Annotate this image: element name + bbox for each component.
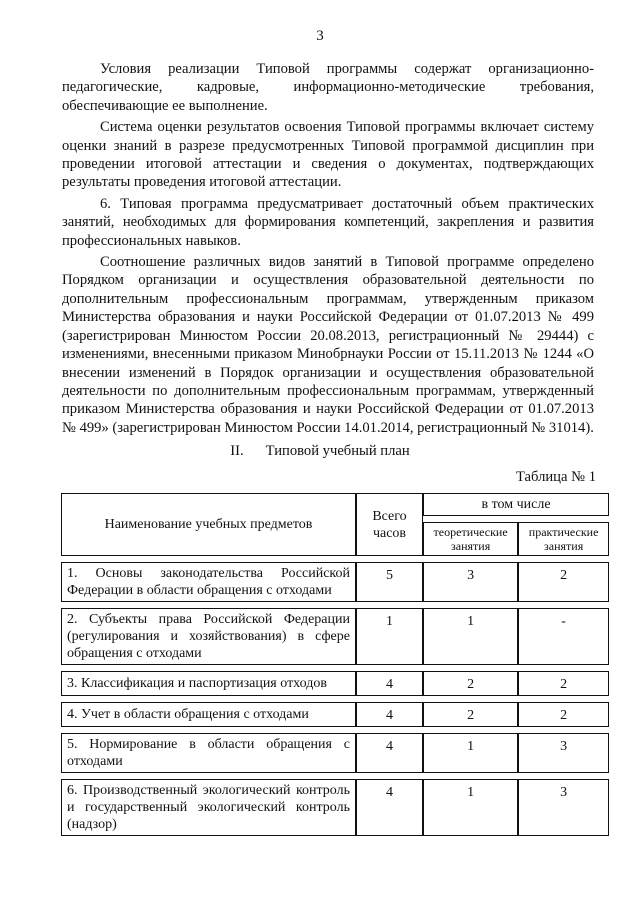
practice-hours: 2 (518, 562, 609, 602)
total-hours: 4 (356, 702, 423, 727)
table-header-row (61, 493, 609, 516)
practice-hours: 2 (518, 702, 609, 727)
table-row (61, 779, 609, 836)
subject-name: 4. Учет в области обращения с отходами (61, 702, 356, 727)
paragraph: Соотношение различных видов занятий в Типовой программе определено Порядком организации и осуществления образовательной деятельности по дополнительным профессиональным программам, утвержденным приказом Министерства образования и науки Российской Федерации от 01.07.2013 № 499 (зарегистрирован Минюстом России 20.08.2013, регистрационный № 29444) с изменениями, внесенными приказом Минобрнауки России от 15.11.2013 № 1244 «О внесении изменений в Порядок организации и осуществления образовательной деятельности по дополнительным профессиональным программам, утвержденный приказом Министерства образования и науки Российской Федерации от 01.07.2013 № 499» (зарегистрирован Минюстом России 14.01.2014, регистрационный № 31014). (62, 254, 594, 436)
total-hours: 5 (356, 562, 423, 602)
total-hours: 4 (356, 779, 423, 836)
practice-hours: 2 (518, 671, 609, 696)
table-caption: Таблица № 1 (516, 469, 596, 485)
header-theory: теоретические занятия (423, 522, 518, 556)
total-hours: 4 (356, 671, 423, 696)
header-group: в том числе (423, 493, 609, 516)
subject-name: 1. Основы законодательства Российской Федерации в области обращения с отходами (61, 562, 356, 602)
header-total: Всего часов (356, 493, 423, 556)
section-title: Типовой учебный план (265, 443, 410, 459)
table-row (61, 608, 609, 665)
table-row (61, 733, 609, 773)
paragraph: 6. Типовая программа предусматривает достаточный объем практических занятий, необходимых для формирования компетенций, закрепления и развития профессиональных навыков. (62, 195, 594, 249)
paragraph: Условия реализации Типовой программы содержат организационно-педагогические, кадровые, информационно-методические требования, обеспечивающие ее выполнение. (62, 61, 594, 114)
paragraph: Система оценки результатов освоения Типовой программы включает систему оценки знаний в разрезе предусмотренных Типовой программой дисциплин при проведении итоговой аттестации и сведения о документах, подтверждающих результаты проведения итоговой аттестации. (62, 119, 594, 191)
subject-name: 3. Классификация и паспортизация отходов (61, 671, 356, 696)
curriculum-table (61, 487, 609, 842)
total-hours: 4 (356, 733, 423, 773)
subject-name: 2. Субъекты права Российской Федерации (регулирования и хозяйствования) в сфере обращения с отходами (61, 608, 356, 665)
section-heading (0, 443, 640, 460)
theory-hours: 3 (423, 562, 518, 602)
header-name: Наименование учебных предметов (61, 493, 356, 556)
theory-hours: 2 (423, 671, 518, 696)
table-row (61, 562, 609, 602)
practice-hours: 3 (518, 779, 609, 836)
header-practice: практические занятия (518, 522, 609, 556)
practice-hours: 3 (518, 733, 609, 773)
theory-hours: 1 (423, 779, 518, 836)
subject-name: 5. Нормирование в области обращения с отходами (61, 733, 356, 773)
subject-name: 6. Производственный экологический контроль и государственный экологический контроль (надзор) (61, 779, 356, 836)
section-number: II. (230, 443, 244, 459)
theory-hours: 1 (423, 608, 518, 665)
theory-hours: 2 (423, 702, 518, 727)
page-number: 3 (316, 28, 324, 44)
table-row (61, 702, 609, 727)
table-row (61, 671, 609, 696)
practice-hours: - (518, 608, 609, 665)
theory-hours: 1 (423, 733, 518, 773)
total-hours: 1 (356, 608, 423, 665)
body-text (62, 60, 594, 440)
